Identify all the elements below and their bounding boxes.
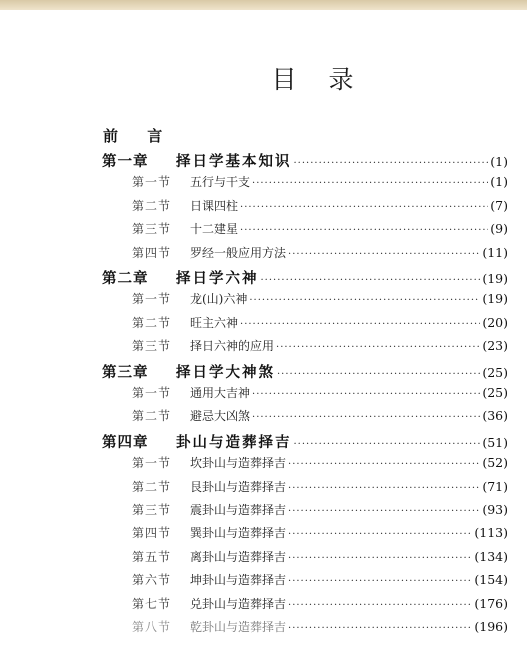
toc-leader-dots — [240, 225, 488, 236]
toc-section-entry[interactable] — [132, 314, 508, 336]
toc-entry-title: 择日学大神煞 — [176, 364, 275, 381]
toc-entry-title: 卦山与造葬择吉 — [176, 434, 292, 451]
toc-entry-title: 择日学基本知识 — [176, 154, 292, 170]
toc-leader-dots — [294, 439, 481, 450]
toc-page-number: (154) — [474, 572, 508, 588]
toc-leader-dots — [288, 529, 472, 540]
toc-leader-dots — [240, 202, 488, 213]
toc-leader-dots — [288, 249, 480, 260]
toc-page-number: (1) — [490, 154, 508, 169]
toc-leader-dots — [252, 389, 480, 400]
toc-entry-number: 第三节 — [132, 339, 172, 354]
toc-entry-title: 日课四柱 — [190, 198, 239, 213]
toc-section-entry[interactable] — [132, 618, 508, 640]
toc-section-entry[interactable] — [132, 384, 508, 406]
toc-entry-title: 震卦山与造葬择吉 — [190, 503, 287, 517]
toc-entry-title: 五行与干支 — [190, 175, 251, 190]
toc-page-number: (23) — [482, 338, 508, 354]
toc-entry-title: 旺主六神 — [190, 315, 239, 330]
toc-page-number: (11) — [482, 244, 508, 260]
toc-entry-number: 第六节 — [132, 573, 172, 588]
toc-entry-title: 罗经一般应用方法 — [190, 245, 287, 260]
toc-entry-title: 十二建星 — [190, 222, 239, 237]
toc-entry-title: 龙(山)六神 — [190, 292, 248, 307]
toc-section-entry[interactable] — [132, 244, 508, 266]
toc-section-entry[interactable] — [132, 524, 508, 546]
toc-chapter-entry[interactable] — [102, 150, 508, 172]
toc-entry-number: 第一章 — [102, 154, 149, 170]
toc-leader-dots — [276, 342, 480, 353]
toc-chapter-entry[interactable] — [102, 431, 508, 453]
toc-leader-dots — [252, 412, 480, 423]
toc-page-number: (71) — [482, 478, 508, 494]
toc-section-entry[interactable] — [132, 501, 508, 523]
toc-entry-title: 通用大吉神 — [190, 386, 251, 400]
toc-entry-number: 第二章 — [102, 271, 149, 287]
toc-leader-dots — [288, 483, 480, 494]
toc-entry-number: 第一节 — [132, 456, 172, 471]
toc-leader-dots — [288, 623, 472, 634]
page-title: 目 录 — [271, 65, 366, 94]
toc-entry-number: 第一节 — [132, 175, 172, 190]
toc-leader-dots — [277, 369, 480, 380]
toc-section-entry[interactable] — [132, 454, 508, 476]
toc-section-entry[interactable] — [132, 337, 508, 359]
toc-page-number: (36) — [482, 408, 508, 424]
toc-entry-number: 第二节 — [132, 479, 172, 494]
toc-entry-number: 第三章 — [102, 364, 149, 381]
toc-page-number: (9) — [490, 221, 508, 237]
toc-entry-number: 第二节 — [132, 409, 172, 424]
toc-page-number: (25) — [482, 385, 508, 400]
toc-leader-dots — [240, 319, 480, 330]
toc-section-entry[interactable] — [132, 478, 508, 500]
toc-chapter-entry[interactable] — [102, 267, 508, 289]
toc-page-number: (25) — [482, 364, 508, 380]
toc-entry-number: 第四节 — [132, 245, 172, 260]
toc-section-entry[interactable] — [132, 220, 508, 242]
toc-section-entry[interactable] — [132, 197, 508, 219]
toc-entry-title: 坤卦山与造葬择吉 — [190, 573, 287, 588]
toc-entry-title: 坎卦山与造葬择吉 — [190, 456, 287, 471]
toc-page-number: (176) — [474, 595, 508, 611]
toc-leader-dots — [288, 576, 472, 587]
toc-entry-title: 兑卦山与造葬择吉 — [190, 596, 287, 611]
toc-section-entry[interactable] — [132, 571, 508, 593]
toc-entry-title: 巽卦山与造葬择吉 — [190, 526, 287, 541]
toc-section-entry[interactable] — [132, 595, 508, 617]
toc-entry-number: 第三节 — [132, 503, 172, 517]
toc-page-number: (1) — [490, 174, 508, 190]
toc-leader-dots — [249, 295, 480, 306]
toc-page-number: (7) — [490, 197, 508, 213]
toc-entry-title: 择日六神的应用 — [190, 339, 275, 354]
toc-section-entry[interactable] — [132, 173, 508, 195]
toc-page-number: (196) — [474, 619, 508, 634]
toc-entry-number: 第二节 — [132, 315, 172, 330]
toc-leader-dots — [288, 506, 480, 517]
toc-preface[interactable]: 前 言 — [103, 127, 175, 145]
toc-leader-dots — [294, 158, 489, 169]
toc-entry-number: 第八节 — [132, 620, 172, 634]
toc-section-entry[interactable] — [132, 290, 508, 312]
toc-chapter-entry[interactable] — [102, 361, 508, 383]
toc-page-number: (19) — [482, 291, 508, 307]
toc-entry-number: 第一节 — [132, 386, 172, 400]
toc-leader-dots — [288, 600, 472, 611]
toc-page-number: (52) — [482, 455, 508, 471]
toc-page-number: (19) — [482, 271, 508, 286]
toc-entry-title: 乾卦山与造葬择吉 — [190, 620, 287, 634]
toc-entry-title: 离卦山与造葬择吉 — [190, 549, 287, 564]
toc-entry-number: 第四章 — [102, 434, 149, 451]
toc-page-number: (20) — [482, 314, 508, 330]
toc-entry-number: 第五节 — [132, 549, 172, 564]
toc-entry-number: 第七节 — [132, 596, 172, 611]
toc-leader-dots — [288, 459, 480, 470]
toc-entry-number: 第三节 — [132, 222, 172, 237]
toc-page-number: (113) — [474, 525, 508, 541]
toc-page-number: (134) — [474, 548, 508, 564]
toc-entry-title: 择日学六神 — [176, 271, 259, 287]
toc-entry-title: 避忌大凶煞 — [190, 409, 251, 424]
toc-leader-dots — [288, 553, 472, 564]
toc-page-number: (93) — [482, 502, 508, 517]
toc-section-entry[interactable] — [132, 548, 508, 570]
toc-entry-number: 第一节 — [132, 292, 172, 307]
toc-page-number: (51) — [482, 434, 508, 450]
toc-entry-number: 第四节 — [132, 526, 172, 541]
toc-leader-dots — [252, 178, 488, 189]
toc-leader-dots — [261, 275, 481, 286]
toc-entry-number: 第二节 — [132, 198, 172, 213]
toc-section-entry[interactable] — [132, 407, 508, 429]
toc-entry-title: 艮卦山与造葬择吉 — [190, 479, 287, 494]
